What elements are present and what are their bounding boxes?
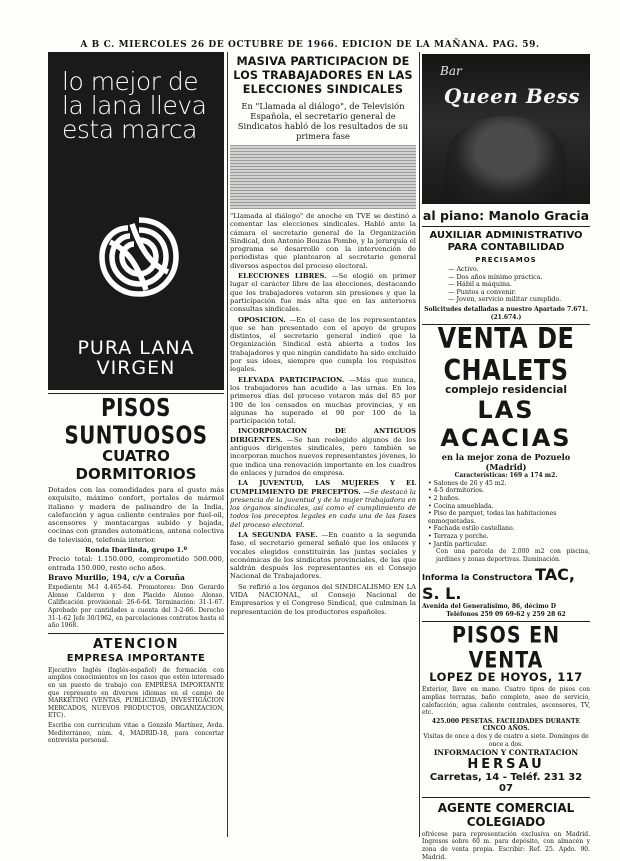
pisos-subtitle: CUATRO DORMITORIOS xyxy=(75,447,197,483)
list-item: • Salones de 26 y 45 m2. xyxy=(428,480,590,488)
atencion-body: Ejecutivo Inglés (Inglés-español) de formación con amplios conocimientos en los casos que estén interesado en un puesto de trabajo con EMPRESA IMPORTANTE que represente en diversos idiomas en el campo de MARKETING (VENTAS, PUBLICIDAD, INVESTIGACION MERCADOS, NUEVOS PRODUCTOS, ORGANIZACION, ETC). xyxy=(48,666,224,720)
column-left xyxy=(48,52,224,745)
woolmark-logo-icon xyxy=(84,202,194,312)
section-lead: ELECCIONES LIBRES. xyxy=(238,272,327,281)
list-item: — Joven, servicio militar cumplido. xyxy=(448,296,590,304)
piano-caption: al piano: Manolo Gracia xyxy=(422,208,590,223)
chalets-informa: Informa la Constructora xyxy=(422,572,533,583)
wool-ad-headline: lo mejor de la lana lleva esta marca xyxy=(62,67,207,144)
atencion-subtitle: EMPRESA IMPORTANTE xyxy=(66,652,206,664)
pisos-venta-hours: Visitas de once a dos y de cuatro a siete. Domingos de once a dos. xyxy=(423,733,589,748)
auxiliar-requirements xyxy=(422,266,590,304)
article-title: MASIVA PARTICIPACION DE LOS TRABAJADORES EN LAS ELECCIONES SINDICALES xyxy=(233,55,413,96)
pisos-venta-carretas: Carretas, 14 - Teléf. 231 32 07 xyxy=(429,771,583,794)
article-paragraph: —Se elogió en primer lugar el carácter libre de las elecciones, destacando que los trabajadores votaron sin presiones y que la participación fue más alta que en las anteriores consultas sindicales. xyxy=(230,272,416,314)
article-paragraph: —Se han reelegido algunos de los antiguos dirigentes sindicales, pero también se incorporan muchos nuevos representantes jóvenes, lo que indica una renovación importante en los cuadros de enlaces y jurados de empresa. xyxy=(230,435,416,477)
pisos-venta-info: INFORMACION Y CONTRATACION xyxy=(433,748,579,758)
list-item: • Cocina amueblada. xyxy=(428,503,590,511)
article-paragraph: Se refirió a los órganos del SINDICALISMO EN LA VIDA NACIONAL, el Consejo Nacional de Empresarios y el Congreso Sindical, que culminan la representación de los productores españoles. xyxy=(230,582,416,616)
pisos-venta-price: 425.000 PESETAS. FACILIDADES DURANTE CINCO AÑOS. xyxy=(431,717,581,733)
page-header: A B C. MIERCOLES 26 DE OCTUBRE DE 1966. EDICION DE LA MAÑANA. PAG. 59. xyxy=(80,40,540,50)
column-center xyxy=(230,52,416,616)
chalets-company: TAC, S. L. xyxy=(422,565,575,604)
section-lead: LA SEGUNDA FASE. xyxy=(238,530,318,539)
list-item: • 2 baños. xyxy=(428,495,590,503)
article-paragraph: —En cuanto a la segunda fase, el secretario general señaló que los enlaces y vocales elegidos constituirán las juntas sociales y económicas de los sindicatos provinciales, de las que saldrán después los representantes en el Consejo Nacional de Trabajadores. xyxy=(230,530,416,581)
divider xyxy=(422,226,590,227)
agente-title: AGENTE COMERCIAL COLEGIADO xyxy=(437,800,575,829)
pisos-address-2: Bravo Murillo, 194, c/v a Coruña xyxy=(48,572,185,582)
pisos-body: Dotados con las comodidades para el gusto más exquisito, máximo confort, portales de mármol italiano y madera de palisandro de la India, calefacción y agua caliente centrales por fuel-oil, ascensores y montacargas subido y bajada, cocinas con grandes automáticas, antena colectiva de televisión, telefonía interior. xyxy=(48,486,224,544)
section-lead: INCORPORACION DE ANTIGUOS DIRIGENTES. xyxy=(230,427,416,444)
pianist-figure xyxy=(446,116,566,202)
article-paragraph: —Se destacó la presencia de la juventud y de la mujer trabajadora en los órganos sindicales, así como el cumplimiento de todos los preceptos legales en cada una de las fases del proceso electoral. xyxy=(230,487,416,529)
chalets-caract: Características: 169 a 174 m2. xyxy=(454,472,558,480)
chalets-address: Avenida del Generalísimo, 86, décimo D xyxy=(422,603,556,611)
section-lead: OPOSICION. xyxy=(238,315,286,324)
chalets-zona: en la mejor zona de Pozuelo (Madrid) xyxy=(441,452,571,473)
pisos-venta-hersau: HERSAU xyxy=(467,756,545,772)
article-paragraph: —Más que nunca, los trabajadores han acudido a las urnas. En los primeros días del proceso votaron más del 85 por 100 de los censados en muchas provincias, y en algunas ha superado el 90 por 100 de la participación total. xyxy=(230,375,416,426)
list-item: — Hábil a máquina. xyxy=(448,281,590,289)
article-lead-photo xyxy=(230,145,416,209)
atencion-footer: Escriba con curriculum vitae a Gonzalo Martínez, Avda. Mediterráneo, núm. 4, MADRID-18, para concertar entrevista personal. xyxy=(48,721,224,745)
list-item: — Activo. xyxy=(448,266,590,274)
section-lead: LA JUVENTUD, LAS MUJERES Y EL CUMPLIMIENTO DE PRECEPTOS. xyxy=(230,479,416,496)
queen-bess-ad-photo xyxy=(422,54,590,204)
wool-ad-footer-line2: VIRGEN xyxy=(96,357,176,379)
pisos-venta-title: PISOS EN VENTA xyxy=(451,623,560,674)
pisos-legal: Expediente M-I 4.465-64. Promotores: Don Gerardo Alonso Calderon y don Placido Alonso Alonso. Calificación provisional: 26-6-64. Terminación: 31-1-67. Aprobado por cantidades a cuenta del 3-2-66. Derecho 31-1-62 Jefe 30/1962, en parcelaciones contratos hasta el año 1968. xyxy=(48,584,224,630)
article-paragraph: —En el caso de los representantes que se han presentado con el apoyo de grupos distintos, el secretario general indicó que la Organización Sindical está abierta a todos los trabajadores y que ningún candidato ha sido excluido por sus ideas, siempre que cumpla los requisitos legales. xyxy=(230,315,416,374)
chalets-name: LAS ACACIAS xyxy=(440,396,572,453)
wool-ad xyxy=(48,52,224,390)
pisos-price: Precio total: 1.150.000, comprometido 500.000, entrada 150.000, resto ocho años. xyxy=(48,555,224,572)
list-item: • Terraza y porche. xyxy=(428,533,590,541)
chalets-phone: Teléfonos 259 09 69-62 y 259 28 62 xyxy=(446,610,566,618)
section-lead: ELEVADA PARTICIPACION. xyxy=(238,375,345,384)
pisos-address-1: Ronda Ibarlinda, grupo 1.º xyxy=(85,546,187,555)
divider xyxy=(48,633,224,634)
list-item: • Piso de parquet, todas las habitaciones enmoquetadas. xyxy=(428,510,590,525)
column-rule xyxy=(419,52,420,837)
list-item: • 4-5 dormitorios. xyxy=(428,487,590,495)
list-item: • Jardín particular. xyxy=(428,541,590,549)
list-item: • Fachada estilo castellano. xyxy=(428,525,590,533)
photo-script: Bar xyxy=(440,64,462,78)
chalets-features xyxy=(422,480,590,548)
photo-name: Queen Bess xyxy=(443,84,580,108)
agente-body: ofrécese para representación exclusiva en Madrid. Ingresos sobre 60 m. para depósito, con almacén y zona de venta propia. Escribir: Ref. 25. Apdo. 90. Madrid. xyxy=(422,830,590,861)
auxiliar-label: PRECISAMOS xyxy=(475,256,537,264)
chalets-title: VENTA DE CHALETS xyxy=(437,321,575,388)
chalets-complejo: complejo residencial xyxy=(445,384,567,397)
column-right xyxy=(422,52,590,861)
atencion-title: ATENCION xyxy=(93,636,179,652)
divider xyxy=(422,797,590,798)
article-subtitle: En "Llamada al diálogo", de Televisión Española, el secretario general de Sindicatos habló de los resultados de su primera fase xyxy=(237,101,409,141)
article-paragraph: "Llamada al diálogo" de anoche en TVE se destinó a comentar las elecciones sindicales. Habló ante la cámara el secretario general de la Organización Sindical, don Antonio Bouzas Pombo, y la jerarquía el programa se desarrolló con la intervención de periodistas que plantearon al secretario general diversos aspectos del proceso electoral. xyxy=(230,212,416,270)
list-item: — Puntos a convenir. xyxy=(448,289,590,297)
pisos-venta-body: Exterior, llave en mano. Cuatro tipos de pisos con amplias terrazas, baño completo, aseo de servicio, calefacción, agua caliente centrales, ascensores, TV, etc. xyxy=(422,686,590,717)
auxiliar-footer: Solicitudes detalladas a nuestro Apartado 7.671. (21.674.) xyxy=(424,305,588,321)
pisos-venta-street: LOPEZ DE HOYOS, 117 xyxy=(429,670,583,685)
chalets-body: Con una parcela de 2.000 m2 con piscina, jardines y zonas deportivas. Iluminación. xyxy=(436,548,590,563)
column-rule xyxy=(227,52,228,837)
pisos-title: PISOS SUNTUOSOS xyxy=(64,394,208,451)
list-item: — Dos años mínimo práctica. xyxy=(448,274,590,282)
auxiliar-title: AUXILIAR ADMINISTRATIVO PARA CONTABILIDAD xyxy=(429,230,583,253)
wool-ad-footer-line1: PURA LANA xyxy=(77,337,195,359)
